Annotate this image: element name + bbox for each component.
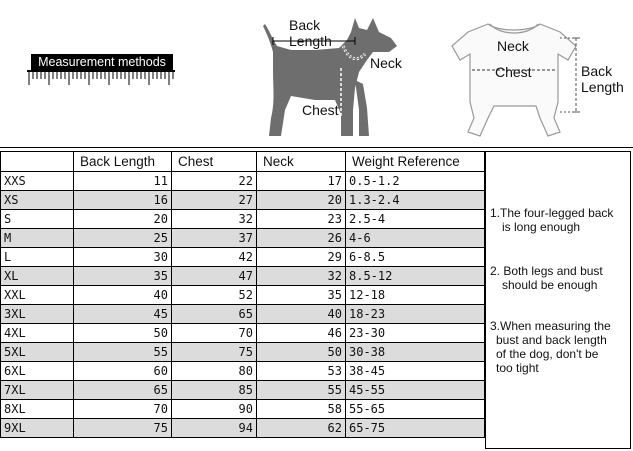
table-row (1, 305, 485, 324)
chest-cell: 22 (172, 172, 257, 191)
note-2-line-1: 2. Both legs and bust (490, 264, 603, 278)
note-3-line-3: of the dog, don't be (496, 347, 599, 361)
back-length-cell: 25 (74, 229, 172, 248)
dog-neck-label: Neck (370, 55, 402, 71)
back-length-cell: 35 (74, 267, 172, 286)
chest-cell: 94 (172, 419, 257, 438)
note-3-line-2: bust and back length (496, 333, 607, 347)
back-length-cell: 50 (74, 324, 172, 343)
weight-cell: 4-6 (346, 229, 485, 248)
back-length-cell: 30 (74, 248, 172, 267)
back-length-cell: 60 (74, 362, 172, 381)
back-length-cell: 75 (74, 419, 172, 438)
table-row (1, 172, 485, 191)
weight-cell: 0.5-1.2 (346, 172, 485, 191)
chest-cell: 90 (172, 400, 257, 419)
neck-cell: 26 (257, 229, 346, 248)
chest-cell: 27 (172, 191, 257, 210)
table-row (1, 191, 485, 210)
neck-cell: 17 (257, 172, 346, 191)
note-3-line-1: 3.When measuring the (490, 319, 611, 333)
size-cell: 6XL (1, 362, 74, 381)
table-row (1, 324, 485, 343)
table-row (1, 248, 485, 267)
weight-cell: 1.3-2.4 (346, 191, 485, 210)
neck-cell: 62 (257, 419, 346, 438)
size-cell: S (1, 210, 74, 229)
weight-cell: 55-65 (346, 400, 485, 419)
size-cell: XS (1, 191, 74, 210)
chest-cell: 70 (172, 324, 257, 343)
weight-cell: 23-30 (346, 324, 485, 343)
dog-chest-label: Chest (302, 102, 339, 118)
note-1-line-1: 1.The four-legged back (490, 206, 614, 220)
neck-cell: 55 (257, 381, 346, 400)
note-1 (490, 206, 628, 234)
neck-cell: 35 (257, 286, 346, 305)
back-length-cell: 55 (74, 343, 172, 362)
back-length-cell: 40 (74, 286, 172, 305)
column-header-chest: Chest (172, 152, 257, 172)
size-cell: XL (1, 267, 74, 286)
size-cell: 5XL (1, 343, 74, 362)
neck-cell: 32 (257, 267, 346, 286)
table-row (1, 381, 485, 400)
neck-cell: 23 (257, 210, 346, 229)
notes-panel (485, 151, 631, 449)
shirt-back-label: Back (581, 63, 613, 79)
shirt-chest-label: Chest (495, 64, 532, 80)
back-length-cell: 20 (74, 210, 172, 229)
weight-cell: 45-55 (346, 381, 485, 400)
chest-cell: 85 (172, 381, 257, 400)
size-cell: 3XL (1, 305, 74, 324)
measurement-header (0, 0, 633, 148)
ruler-icon (27, 70, 177, 92)
weight-cell: 38-45 (346, 362, 485, 381)
chest-cell: 37 (172, 229, 257, 248)
size-cell: 4XL (1, 324, 74, 343)
shirt-neck-label: Neck (497, 38, 529, 54)
column-header-back-length: Back Length (74, 152, 172, 172)
back-length-cell: 65 (74, 381, 172, 400)
size-table (0, 151, 485, 438)
size-cell: XXL (1, 286, 74, 305)
note-2-line-2: should be enough (502, 278, 598, 292)
table-row (1, 400, 485, 419)
neck-cell: 50 (257, 343, 346, 362)
table-row (1, 362, 485, 381)
column-header-size (1, 152, 74, 172)
dog-back-label: Back (289, 17, 321, 33)
weight-cell: 65-75 (346, 419, 485, 438)
shirt-length-label: Length (581, 79, 624, 95)
note-3-line-4: too tight (496, 361, 539, 375)
neck-cell: 29 (257, 248, 346, 267)
weight-cell: 12-18 (346, 286, 485, 305)
weight-cell: 18-23 (346, 305, 485, 324)
size-cell: 8XL (1, 400, 74, 419)
table-row (1, 210, 485, 229)
weight-cell: 8.5-12 (346, 267, 485, 286)
chest-cell: 42 (172, 248, 257, 267)
size-cell: L (1, 248, 74, 267)
size-cell: 9XL (1, 419, 74, 438)
note-2 (490, 264, 628, 292)
table-row (1, 229, 485, 248)
column-header-weight: Weight Reference (346, 152, 485, 172)
measurement-methods-label: Measurement methods (31, 54, 173, 70)
table-row (1, 267, 485, 286)
neck-cell: 58 (257, 400, 346, 419)
column-header-neck: Neck (257, 152, 346, 172)
neck-cell: 20 (257, 191, 346, 210)
chest-cell: 47 (172, 267, 257, 286)
back-length-cell: 16 (74, 191, 172, 210)
dog-length-label: Length (289, 33, 332, 49)
neck-cell: 40 (257, 305, 346, 324)
table-row (1, 286, 485, 305)
weight-cell: 30-38 (346, 343, 485, 362)
weight-cell: 2.5-4 (346, 210, 485, 229)
chest-cell: 65 (172, 305, 257, 324)
table-row (1, 343, 485, 362)
table-row (1, 419, 485, 438)
dog-measurement-icon (255, 10, 420, 142)
back-length-cell: 11 (74, 172, 172, 191)
neck-cell: 53 (257, 362, 346, 381)
neck-cell: 46 (257, 324, 346, 343)
back-length-cell: 45 (74, 305, 172, 324)
size-cell: XXS (1, 172, 74, 191)
chest-cell: 75 (172, 343, 257, 362)
back-length-cell: 70 (74, 400, 172, 419)
chest-cell: 52 (172, 286, 257, 305)
note-1-line-2: is long enough (502, 220, 581, 234)
size-cell: 7XL (1, 381, 74, 400)
weight-cell: 6-8.5 (346, 248, 485, 267)
chest-cell: 80 (172, 362, 257, 381)
table-header-row (1, 152, 485, 172)
size-cell: M (1, 229, 74, 248)
chest-cell: 32 (172, 210, 257, 229)
note-3 (490, 319, 628, 375)
